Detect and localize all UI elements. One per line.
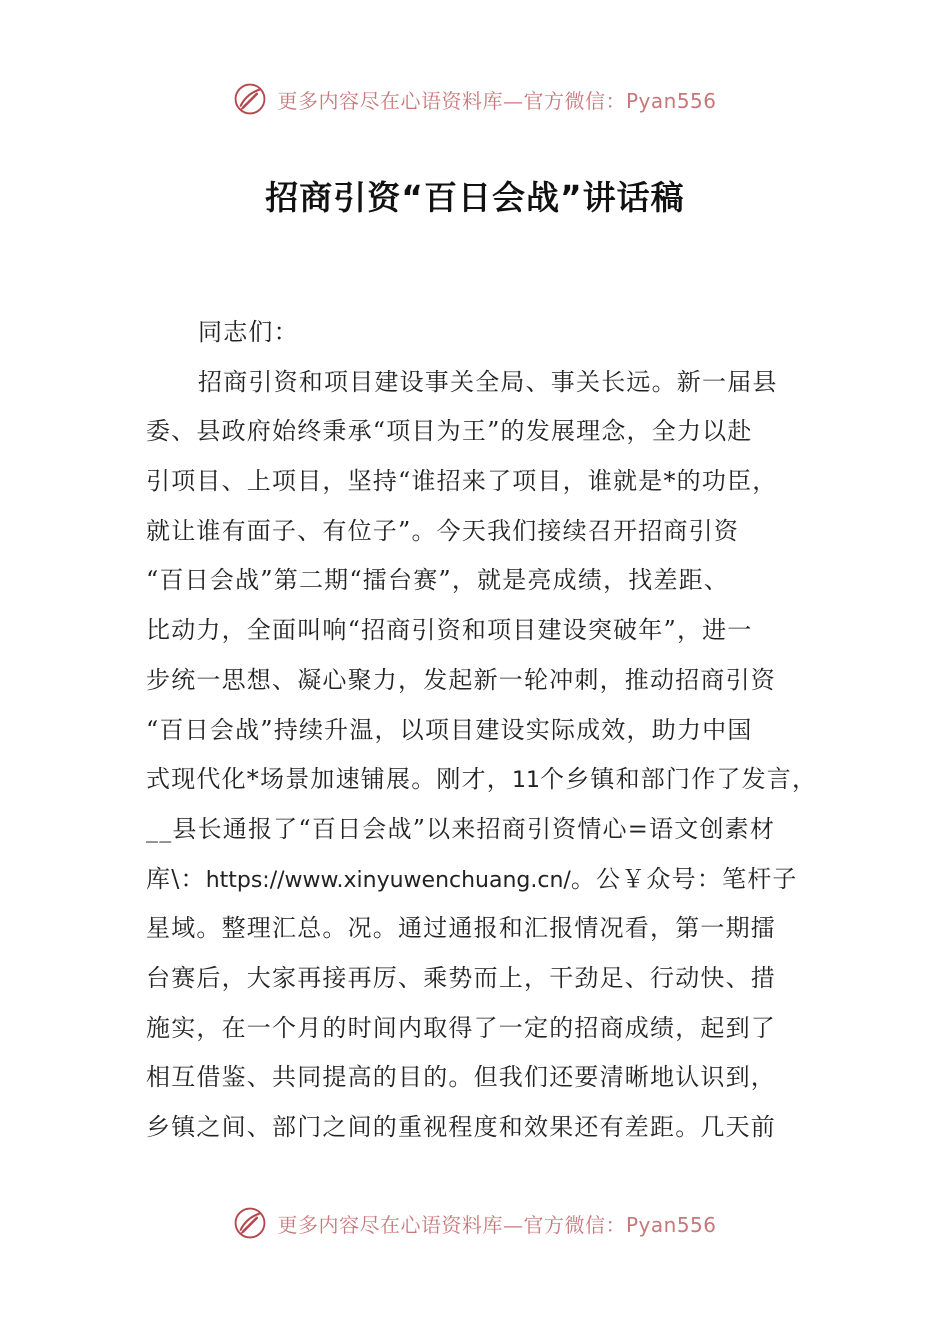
footer-watermark <box>0 1206 950 1240</box>
text-line: 式现代化*场景加速铺展。刚才，11个乡镇和部门作了发言， <box>146 765 818 794</box>
watermark-wechat-id: Pyan556 <box>625 1212 717 1237</box>
pen-circle-logo-icon <box>233 82 267 116</box>
text-line: 库\：https://www.xinyuwenchuang.cn/。公￥众号：笔杆子 <box>146 864 798 893</box>
text-line: “百日会战”第二期“擂台赛”，就是亮成绩，找差距、 <box>146 566 730 595</box>
pen-circle-logo-icon <box>233 1206 267 1240</box>
document-body <box>146 308 818 1153</box>
text-line: 星域。整理汇总。况。通过通报和汇报情况看，第一期擂 <box>146 914 776 943</box>
text-line: 招商引资和项目建设事关全局、事关长远。新一届县 <box>198 367 778 396</box>
watermark-wechat-id: Pyan556 <box>625 88 717 113</box>
text-line: 引项目、上项目，坚持“谁招来了项目，谁就是*的功臣， <box>146 467 778 496</box>
text-line: 相互借鉴、共同提高的目的。但我们还要清晰地认识到， <box>146 1063 776 1092</box>
header-watermark <box>0 82 950 116</box>
text-line: “百日会战”持续升温，以项目建设实际成效，助力中国 <box>146 715 753 744</box>
text-line: __县长通报了“百日会战”以来招商引资情心=语文创素材 <box>146 814 776 843</box>
document-title: 招商引资“百日会战”讲话稿 <box>265 178 685 217</box>
text-line: 乡镇之间、部门之间的重视程度和效果还有差距。几天前 <box>146 1113 776 1141</box>
text-line: 施实，在一个月的时间内取得了一定的招商成绩，起到了 <box>146 1013 776 1042</box>
text-line: 台赛后，大家再接再厉、乘势而上，干劲足、行动快、措 <box>146 963 776 992</box>
text-line: 就让谁有面子、有位子”。今天我们接续召开招商引资 <box>146 516 740 545</box>
watermark-text: 更多内容尽在心语资料库—官方微信： <box>277 1212 626 1237</box>
watermark-text: 更多内容尽在心语资料库—官方微信： <box>277 88 626 113</box>
text-line: 步统一思想、凝心聚力，发起新一轮冲刺，推动招商引资 <box>146 665 776 694</box>
text-line: 同志们： <box>198 318 299 346</box>
text-line: 比动力，全面叫响“招商引资和项目建设突破年”，进一 <box>146 616 753 645</box>
text-line: 委、县政府始终秉承“项目为王”的发展理念，全力以赴 <box>146 417 753 446</box>
